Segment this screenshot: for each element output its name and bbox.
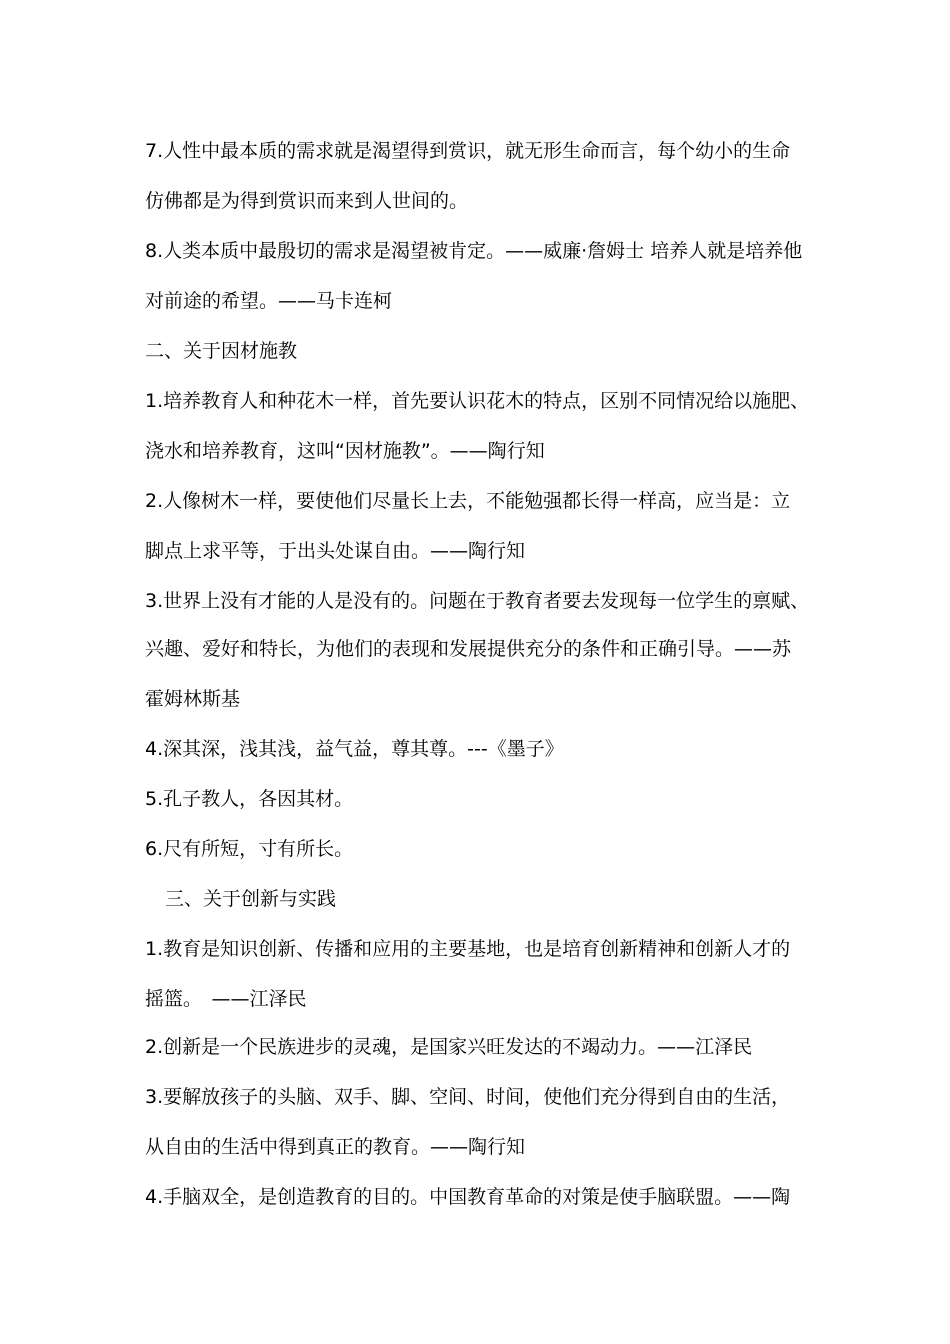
section3-quote-1-line-2: 摇篮。 ——江泽民 — [145, 988, 307, 1010]
quote-8-line-1: 8.人类本质中最殷切的需求是渴望被肯定。——威廉·詹姆士 培养人就是培养他 — [145, 240, 803, 262]
section3-quote-3-line-1: 3.要解放孩子的头脑、双手、脚、空间、时间，使他们充分得到自由的生活， — [145, 1086, 791, 1108]
quote-7-line-1: 7.人性中最本质的需求就是渴望得到赏识，就无形生命而言，每个幼小的生命 — [145, 140, 791, 162]
section2-quote-6: 6.尺有所短，寸有所长。 — [145, 838, 354, 860]
section2-quote-4: 4.深其深，浅其浅，益气益，尊其尊。---《墨子》 — [145, 738, 564, 760]
section3-quote-2: 2.创新是一个民族进步的灵魂，是国家兴旺发达的不竭动力。——江泽民 — [145, 1036, 753, 1058]
section3-quote-3-line-2: 从自由的生活中得到真正的教育。——陶行知 — [145, 1136, 526, 1158]
quote-8-line-2: 对前途的希望。——马卡连柯 — [145, 290, 393, 312]
section3-quote-1-line-1: 1.教育是知识创新、传播和应用的主要基地，也是培育创新精神和创新人才的 — [145, 938, 791, 960]
section2-quote-1-line-1: 1.培养教育人和种花木一样，首先要认识花木的特点，区别不同情况给以施肥、 — [145, 390, 810, 412]
section2-quote-5: 5.孔子教人，各因其材。 — [145, 788, 354, 810]
section-heading-3: 三、关于创新与实践 — [165, 888, 337, 910]
section2-quote-2-line-2: 脚点上求平等，于出头处谋自由。——陶行知 — [145, 540, 526, 562]
section-heading-2: 二、关于因材施教 — [145, 340, 298, 362]
section2-quote-3-line-1: 3.世界上没有才能的人是没有的。问题在于教育者要去发现每一位学生的禀赋、 — [145, 590, 810, 612]
section2-quote-2-line-1: 2.人像树木一样，要使他们尽量长上去，不能勉强都长得一样高，应当是：立 — [145, 490, 791, 512]
section2-quote-3-line-3: 霍姆林斯基 — [145, 688, 241, 710]
quote-7-line-2: 仿佛都是为得到赏识而来到人世间的。 — [145, 190, 469, 212]
section2-quote-1-line-2: 浇水和培养教育，这叫“因材施教”。——陶行知 — [145, 440, 545, 462]
section2-quote-3-line-2: 兴趣、爱好和特长，为他们的表现和发展提供充分的条件和正确引导。——苏 — [145, 638, 792, 660]
section3-quote-4-line-1: 4.手脑双全，是创造教育的目的。中国教育革命的对策是使手脑联盟。——陶 — [145, 1186, 791, 1208]
